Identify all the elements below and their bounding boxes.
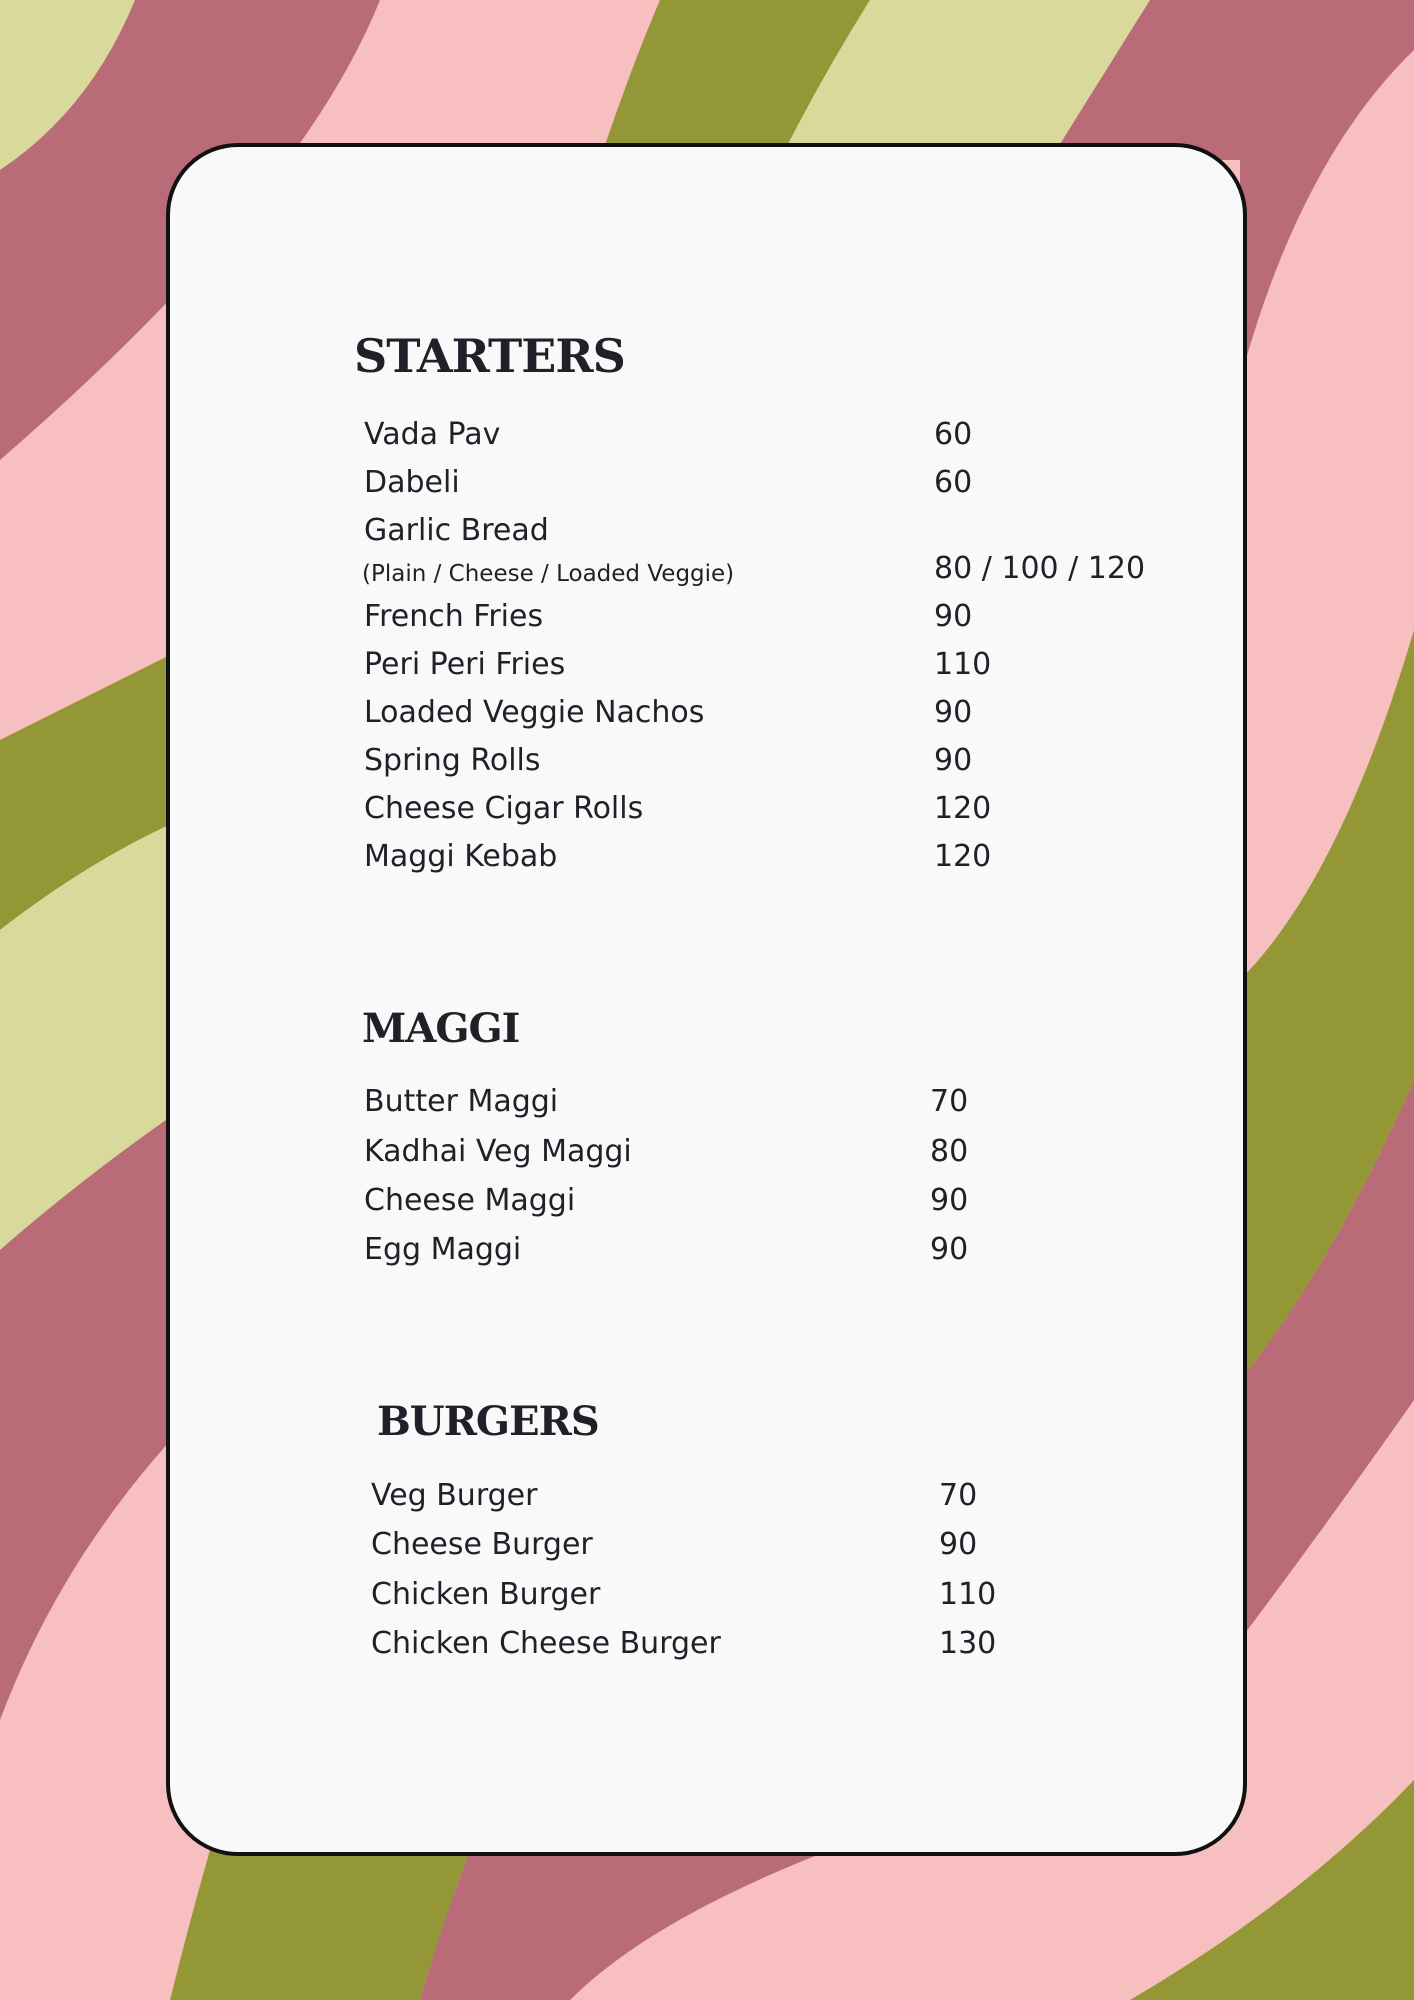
menu-item-price: 90 — [934, 743, 973, 778]
menu-item-name: French Fries — [364, 599, 544, 634]
burgers-title: BURGERS — [377, 1398, 599, 1445]
menu-item-price: 120 — [934, 791, 992, 826]
menu-item-price: 80 / 100 / 120 — [934, 551, 1146, 586]
menu-item-name: Cheese Maggi — [364, 1183, 576, 1218]
maggi-title: MAGGI — [362, 1005, 520, 1052]
menu-item-price: 80 — [930, 1134, 969, 1169]
menu-item-price: 90 — [934, 599, 973, 634]
menu-item-price: 90 — [939, 1527, 978, 1562]
menu-item-price: 120 — [934, 839, 992, 874]
menu-item-name: Egg Maggi — [364, 1232, 522, 1267]
menu-item-price: 90 — [930, 1232, 969, 1267]
menu-item-name: Kadhai Veg Maggi — [364, 1134, 632, 1169]
menu-item-name: Garlic Bread — [364, 513, 549, 548]
menu-item-name: Peri Peri Fries — [364, 647, 566, 682]
menu-item-note: (Plain / Cheese / Loaded Veggie) — [362, 561, 735, 587]
menu-item-price: 130 — [939, 1626, 997, 1661]
starters-title: STARTERS — [354, 329, 625, 383]
menu-item-price: 60 — [934, 465, 973, 500]
menu-item-price: 90 — [930, 1183, 969, 1218]
menu-item-name: Maggi Kebab — [364, 839, 558, 874]
menu-item-price: 60 — [934, 417, 973, 452]
menu-item-name: Cheese Cigar Rolls — [364, 791, 644, 826]
menu-item-name: Cheese Burger — [371, 1527, 593, 1562]
menu-item-name: Butter Maggi — [364, 1084, 559, 1119]
menu-item-price: 70 — [939, 1478, 978, 1513]
menu-item-name: Chicken Burger — [371, 1577, 601, 1612]
menu-item-name: Veg Burger — [371, 1478, 538, 1513]
menu-item-name: Chicken Cheese Burger — [371, 1626, 721, 1661]
menu-item-price: 110 — [934, 647, 992, 682]
menu-item-name: Loaded Veggie Nachos — [364, 695, 705, 730]
menu-item-name: Dabeli — [364, 465, 460, 500]
menu-item-price: 70 — [930, 1084, 969, 1119]
menu-item-price: 110 — [939, 1577, 997, 1612]
menu-item-name: Spring Rolls — [364, 743, 541, 778]
menu-card — [166, 143, 1247, 1856]
menu-item-name: Vada Pav — [364, 417, 501, 452]
menu-item-price: 90 — [934, 695, 973, 730]
